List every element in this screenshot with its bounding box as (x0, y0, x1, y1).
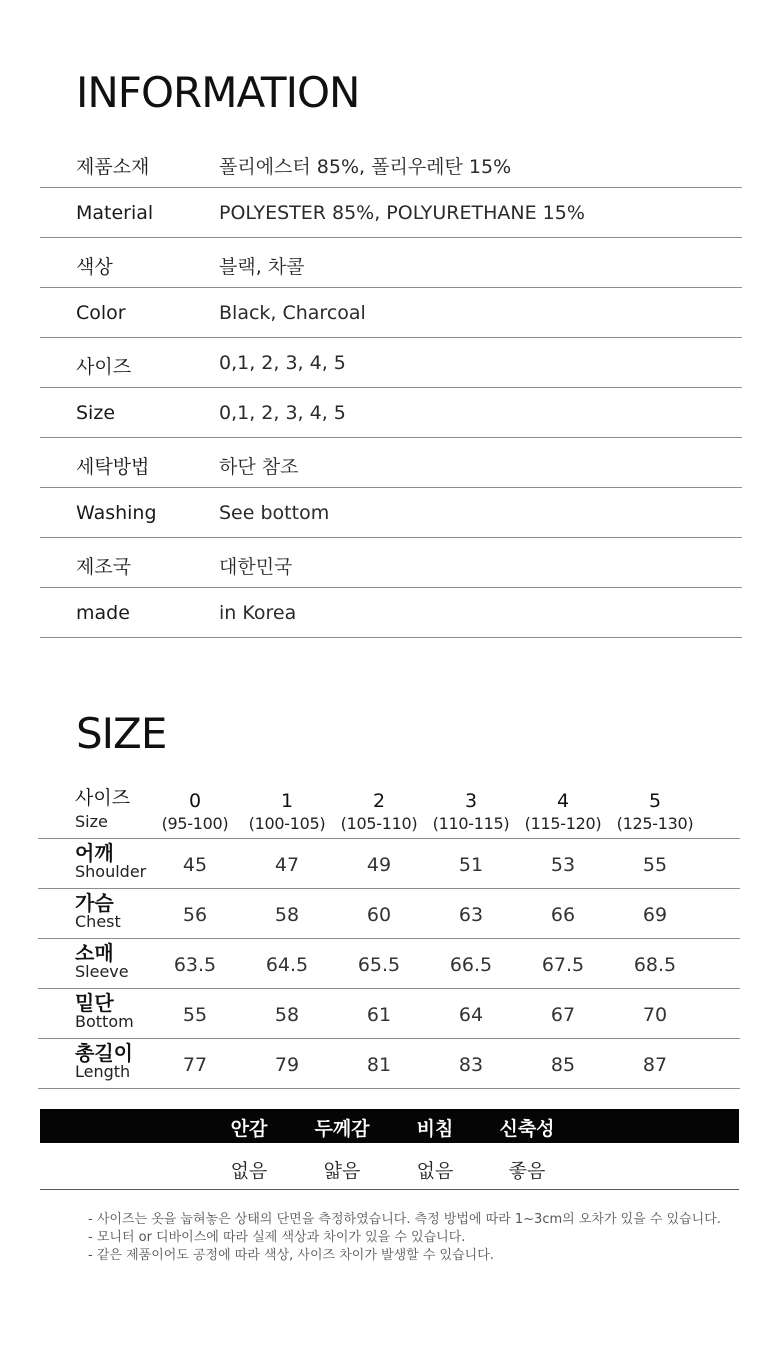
size-cell: 87 (642, 1054, 668, 1076)
size-cell: 49 (366, 854, 392, 876)
info-row-origin-en (40, 588, 742, 638)
info-row-size-en (40, 388, 742, 438)
info-row-size-ko (40, 338, 742, 388)
note-line: - 모니터 or 디바이스에 따라 실제 색상과 차이가 있을 수 있습니다. (88, 1230, 466, 1245)
info-row-washing-en (40, 488, 742, 538)
attr-header-lining: 안감 (230, 1118, 268, 1140)
size-col-range: (115-120) (524, 814, 602, 833)
info-label: 사이즈 (76, 356, 132, 378)
size-cell: 45 (182, 854, 208, 876)
size-row-label-en: Chest (75, 912, 121, 931)
size-row-label (75, 1043, 133, 1080)
size-row-chest (38, 889, 740, 939)
size-col-range: (110-115) (432, 814, 510, 833)
size-row-label (75, 843, 146, 880)
info-row-material-en (40, 188, 742, 238)
info-label: Size (76, 402, 116, 424)
size-row-label-en: Length (75, 1062, 131, 1081)
size-cell: 47 (274, 854, 300, 876)
info-value: 블랙, 차콜 (219, 256, 305, 278)
size-cell: 53 (550, 854, 576, 876)
fabric-attribute-values (40, 1143, 739, 1190)
size-cell: 70 (642, 1004, 668, 1026)
info-label: 색상 (76, 256, 113, 278)
attr-value-stretch: 좋음 (508, 1160, 546, 1182)
size-cell: 67.5 (541, 954, 585, 976)
attr-value-thickness: 얇음 (323, 1160, 361, 1182)
size-cell: 83 (458, 1054, 484, 1076)
attr-header-sheerness: 비침 (416, 1118, 454, 1140)
note-line: - 사이즈는 옷을 눕혀놓은 상태의 단면을 측정하였습니다. 측정 방법에 따라 1~3cm의 오차가 있을 수 있습니다. (88, 1212, 721, 1227)
size-row-bottom (38, 989, 740, 1039)
size-row-label (75, 993, 134, 1030)
info-row-material-ko (40, 138, 742, 188)
size-header-label-ko: 사이즈 (75, 787, 131, 809)
info-row-color-en (40, 288, 742, 338)
info-row-color-ko (40, 238, 742, 288)
size-cell: 64 (458, 1004, 484, 1026)
size-row-label-en: Sleeve (75, 962, 129, 981)
size-header-row (38, 786, 740, 839)
size-cell: 63.5 (173, 954, 217, 976)
size-header-label (75, 789, 130, 830)
size-table (38, 786, 740, 1089)
size-cell: 77 (182, 1054, 208, 1076)
size-col-number: 0 (188, 790, 202, 812)
info-row-washing-ko (40, 438, 742, 488)
info-label: Washing (76, 502, 157, 524)
fabric-attribute-header-bar (40, 1109, 739, 1143)
size-col-number: 5 (648, 790, 662, 812)
info-value: Black, Charcoal (219, 302, 366, 324)
size-cell: 66.5 (449, 954, 493, 976)
notes (88, 1211, 721, 1265)
info-value: 0,1, 2, 3, 4, 5 (219, 352, 346, 374)
attr-value-sheerness: 없음 (416, 1160, 454, 1182)
information-title: INFORMATION (76, 68, 360, 117)
attr-value-lining: 없음 (230, 1160, 268, 1182)
size-cell: 58 (274, 1004, 300, 1026)
size-col-number: 1 (280, 790, 294, 812)
size-row-sleeve (38, 939, 740, 989)
info-label: 제품소재 (76, 156, 150, 178)
info-value: 하단 참조 (219, 456, 299, 478)
size-col-range: (105-110) (340, 814, 418, 833)
size-row-shoulder (38, 839, 740, 889)
size-col-number: 3 (464, 790, 478, 812)
size-row-length (38, 1039, 740, 1089)
attr-header-thickness: 두께감 (314, 1118, 370, 1140)
size-header-label-en: Size (75, 812, 108, 831)
info-value: 0,1, 2, 3, 4, 5 (219, 402, 346, 424)
attr-header-stretch: 신축성 (499, 1118, 555, 1140)
info-value: POLYESTER 85%, POLYURETHANE 15% (219, 202, 585, 224)
size-cell: 85 (550, 1054, 576, 1076)
size-cell: 66 (550, 904, 576, 926)
size-cell: 64.5 (265, 954, 309, 976)
size-cell: 67 (550, 1004, 576, 1026)
info-row-origin-ko (40, 538, 742, 588)
size-cell: 55 (182, 1004, 208, 1026)
info-label: Material (76, 202, 154, 224)
info-label: 제조국 (76, 556, 132, 578)
info-value: See bottom (219, 502, 330, 524)
size-cell: 56 (182, 904, 208, 926)
info-value: 대한민국 (219, 556, 293, 578)
size-col-range: (125-130) (616, 814, 694, 833)
size-cell: 69 (642, 904, 668, 926)
size-cell: 60 (366, 904, 392, 926)
size-cell: 58 (274, 904, 300, 926)
size-col-number: 4 (556, 790, 570, 812)
info-label: Color (76, 302, 126, 324)
size-cell: 79 (274, 1054, 300, 1076)
size-cell: 68.5 (633, 954, 677, 976)
info-label: made (76, 602, 130, 624)
size-cell: 63 (458, 904, 484, 926)
size-row-label-ko: 밑단 (75, 991, 114, 1015)
size-row-label-ko: 소매 (75, 941, 114, 965)
size-col-number: 2 (372, 790, 386, 812)
size-col-range: (100-105) (248, 814, 326, 833)
info-value: in Korea (219, 602, 297, 624)
info-value: 폴리에스터 85%, 폴리우레탄 15% (219, 156, 512, 178)
size-row-label-ko: 어깨 (75, 841, 114, 865)
size-cell: 51 (458, 854, 484, 876)
size-cell: 61 (366, 1004, 392, 1026)
size-col-range: (95-100) (161, 814, 229, 833)
size-row-label-en: Shoulder (75, 862, 147, 881)
size-row-label (75, 893, 121, 930)
size-cell: 81 (366, 1054, 392, 1076)
size-row-label-en: Bottom (75, 1012, 134, 1031)
note-line: - 같은 제품이어도 공정에 따라 색상, 사이즈 차이가 발생할 수 있습니다. (88, 1248, 494, 1263)
size-cell: 55 (642, 854, 668, 876)
size-row-label-ko: 총길이 (75, 1041, 133, 1065)
size-row-label (75, 943, 129, 980)
size-row-label-ko: 가슴 (75, 891, 114, 915)
size-title: SIZE (76, 709, 167, 758)
information-table (40, 138, 742, 638)
info-label: 세탁방법 (76, 456, 150, 478)
size-cell: 65.5 (357, 954, 401, 976)
